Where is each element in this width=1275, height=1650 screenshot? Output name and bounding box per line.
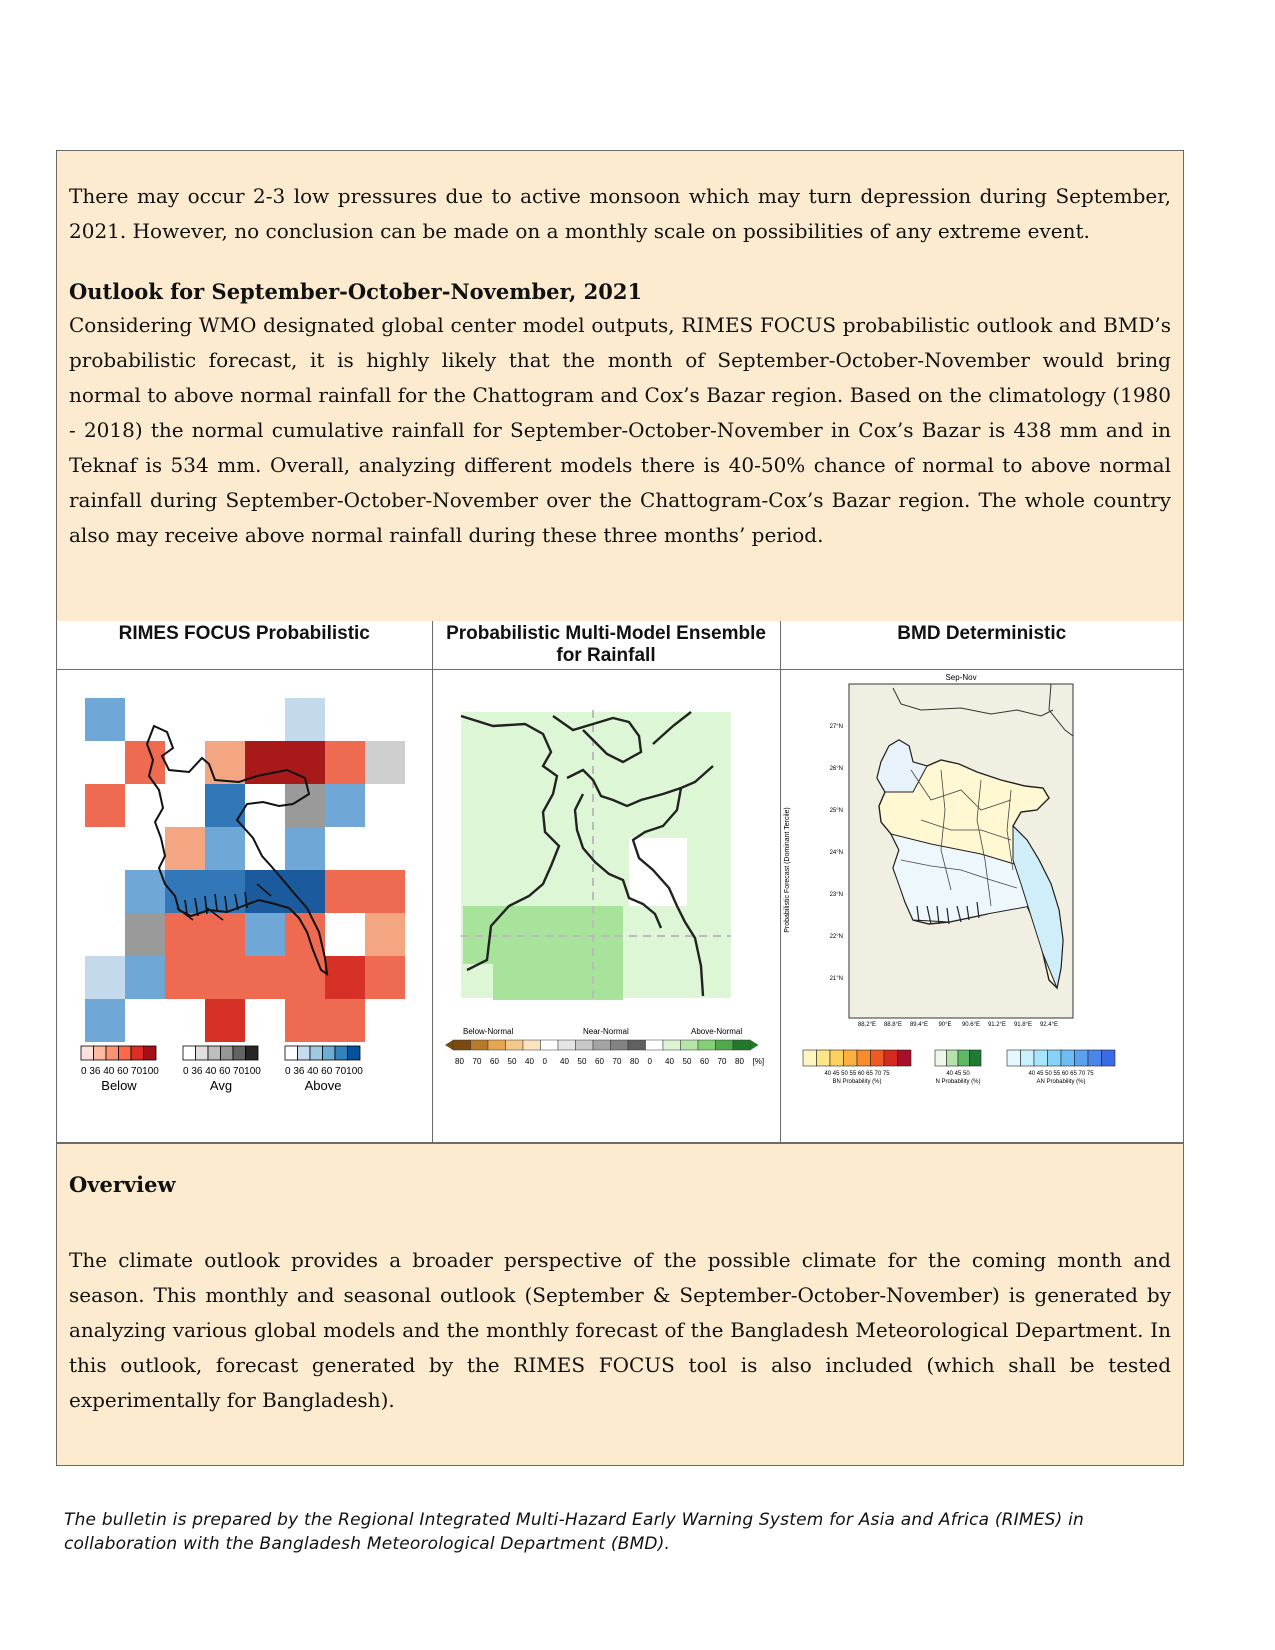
overview-section xyxy=(57,1143,1183,1465)
bmd-legend-swatch xyxy=(1007,1050,1021,1066)
bmd-lat-label: 23°N xyxy=(829,892,843,898)
rimes-grid-cell xyxy=(205,827,245,870)
rimes-legend-swatch xyxy=(221,1046,234,1060)
rimes-legend-swatch xyxy=(310,1046,323,1060)
rimes-grid-cell xyxy=(325,999,365,1042)
bmd-lon-label: 91.8°E xyxy=(1013,1022,1032,1028)
rimes-grid-cell xyxy=(205,741,245,784)
rimes-grid-cell xyxy=(285,999,325,1042)
bmd-legend-swatch xyxy=(1101,1050,1115,1066)
mme-legend-tick: 0 xyxy=(647,1057,652,1066)
mme-legend-tick: 40 xyxy=(559,1057,569,1066)
bmd-lon-label: 90°E xyxy=(937,1022,952,1028)
bmd-lat-label: 21°N xyxy=(829,976,843,982)
rimes-legend-label: Above xyxy=(304,1078,342,1093)
mme-legend-tick: 80 xyxy=(454,1057,464,1066)
bmd-legend-swatch xyxy=(803,1050,817,1066)
mme-legend-swatch xyxy=(715,1040,733,1050)
mme-legend-tick: 50 xyxy=(577,1057,586,1066)
bmd-legend-swatch xyxy=(884,1050,898,1066)
mme-legend-swatch xyxy=(505,1040,523,1050)
bmd-legend-swatch xyxy=(958,1050,970,1066)
rimes-grid-cell xyxy=(245,956,285,999)
rimes-grid-cell xyxy=(85,698,125,741)
rimes-grid-cell xyxy=(365,956,405,999)
rimes-grid-cell xyxy=(285,827,325,870)
bmd-lat-label: 25°N xyxy=(829,808,843,814)
rimes-grid-cell xyxy=(85,784,125,827)
mme-legend-swatch xyxy=(733,1040,751,1050)
rimes-grid-cell xyxy=(205,956,245,999)
mme-legend-swatch xyxy=(558,1040,576,1050)
bmd-map-title: Sep-Nov xyxy=(944,673,977,682)
rimes-focus-map xyxy=(57,670,432,1142)
forecast-maps-table xyxy=(57,621,1183,1143)
bmd-lon-label: 89.4°E xyxy=(909,1022,928,1028)
rimes-grid-cell xyxy=(245,913,285,956)
rimes-legend-swatch xyxy=(335,1046,348,1060)
bmd-legend-swatch xyxy=(1074,1050,1088,1066)
rimes-grid-cell xyxy=(325,741,365,784)
rimes-grid xyxy=(85,698,405,1042)
rimes-grid-cell xyxy=(285,698,325,741)
mme-legend-arrow-left xyxy=(445,1040,453,1050)
bulletin-panel xyxy=(56,150,1184,1466)
mme-legend-tick: 70 xyxy=(717,1057,726,1066)
bmd-map xyxy=(781,670,1184,1142)
rimes-legend-label: Avg xyxy=(209,1078,233,1093)
rimes-grid-cell xyxy=(325,956,365,999)
rimes-grid-cell xyxy=(125,870,165,913)
mme-map xyxy=(433,670,780,1142)
rimes-legend-ticks: 0 36 40 60 70100 xyxy=(81,1066,159,1077)
mme-map-figure xyxy=(433,670,779,1142)
bmd-legend xyxy=(803,1050,1115,1085)
mme-legend-tick: 50 xyxy=(507,1057,516,1066)
bmd-legend-ticks: 40 45 50 55 60 65 70 75 xyxy=(1027,1071,1094,1077)
rimes-legend-ticks: 0 36 40 60 70100 xyxy=(285,1066,363,1077)
overview-paragraph: The climate outlook provides a broader perspective of the possible climate for the coming month and season. This monthly and seasonal outlook (September & September-October-November) is generated by analyzing various global models and the monthly forecast of the Bangladesh Meteorological Department. In this outlook, forecast generated by the RIMES FOCUS tool is also included (which shall be tested experimentally for Bangladesh). xyxy=(69,1248,1171,1412)
bmd-legend-swatch xyxy=(946,1050,958,1066)
rimes-grid-cell xyxy=(125,741,165,784)
bmd-legend-swatch xyxy=(816,1050,830,1066)
mme-legend-swatch xyxy=(610,1040,628,1050)
outlook-section xyxy=(57,151,1183,621)
mme-legend-swatch xyxy=(540,1040,558,1050)
mme-legend-tick: 0 xyxy=(542,1057,547,1066)
bmd-legend-swatch xyxy=(1088,1050,1102,1066)
bmd-lat-label: 22°N xyxy=(829,934,843,940)
bmd-legend-swatch xyxy=(830,1050,844,1066)
mme-legend-swatch xyxy=(663,1040,681,1050)
rimes-grid-cell xyxy=(365,913,405,956)
rimes-legend-label: Below xyxy=(101,1078,137,1093)
rimes-focus-map-figure xyxy=(57,670,430,1142)
bmd-map-figure xyxy=(781,670,1182,1142)
bmd-lon-label: 92.4°E xyxy=(1039,1022,1058,1028)
mme-legend-swatch xyxy=(523,1040,541,1050)
bmd-legend-swatch xyxy=(1061,1050,1075,1066)
mme-legend-swatch xyxy=(645,1040,663,1050)
rimes-legend-swatch xyxy=(119,1046,132,1060)
rimes-grid-cell xyxy=(205,913,245,956)
mme-legend-category: Near-Normal xyxy=(582,1027,629,1036)
bmd-legend-ticks: 40 45 50 xyxy=(945,1071,970,1077)
rimes-legend xyxy=(81,1046,363,1093)
mme-legend-swatch xyxy=(488,1040,506,1050)
mme-legend-category: Below-Normal xyxy=(462,1027,513,1036)
header-rimes-focus: RIMES FOCUS Probabilistic xyxy=(57,621,432,670)
bmd-lat-labels xyxy=(829,724,842,982)
mme-legend-tick: 60 xyxy=(594,1057,604,1066)
mme-legend-arrow-right xyxy=(750,1040,758,1050)
bmd-legend-swatch xyxy=(897,1050,911,1066)
bmd-legend-swatch xyxy=(1020,1050,1034,1066)
mme-legend-tick: 80 xyxy=(629,1057,639,1066)
bmd-lat-label: 24°N xyxy=(829,850,843,856)
rimes-legend-swatch xyxy=(183,1046,196,1060)
outlook-heading: Outlook for September-October-November, 2021 xyxy=(69,279,643,304)
mme-legend-swatch xyxy=(453,1040,471,1050)
mme-legend-tick: 40 xyxy=(524,1057,534,1066)
rimes-legend-swatch xyxy=(208,1046,221,1060)
intro-paragraph: There may occur 2-3 low pressures due to active monsoon which may turn depression during September, 2021. However, no conclusion can be made on a monthly scale on possibilities of any extreme event. xyxy=(69,184,1171,243)
mme-legend xyxy=(445,1027,764,1066)
rimes-grid-cell xyxy=(205,784,245,827)
bmd-legend-swatch xyxy=(969,1050,981,1066)
rimes-legend-swatch xyxy=(246,1046,259,1060)
mme-legend-tick: [%] xyxy=(752,1057,764,1066)
rimes-legend-swatch xyxy=(106,1046,119,1060)
mme-legend-tick: 70 xyxy=(472,1057,481,1066)
outlook-paragraph: Considering WMO designated global center model outputs, RIMES FOCUS probabilistic outlook and BMD’s probabilistic forecast, it is highly likely that the month of September-October-November would bring normal to above normal rainfall for the Chattogram and Cox’s Bazar region. Based on the climatology (1980 - 2018) the normal cumulative rainfall for September-October-November in Cox’s Bazar is 438 mm and in Teknaf is 534 mm. Overall, analyzing different models there is 40-50% chance of normal to above normal rainfall during September-October-November over the Chattogram-Cox’s Bazar region. The whole country also may receive above normal rainfall during these three months’ period. xyxy=(69,313,1171,547)
mme-above-normal-area xyxy=(493,906,623,1000)
bmd-lat-label: 27°N xyxy=(829,724,843,730)
rimes-grid-cell xyxy=(365,741,405,784)
rimes-legend-swatch xyxy=(81,1046,94,1060)
mme-legend-tick: 50 xyxy=(682,1057,691,1066)
rimes-legend-swatch xyxy=(233,1046,246,1060)
bmd-legend-swatch xyxy=(857,1050,871,1066)
mme-legend-swatch xyxy=(698,1040,716,1050)
rimes-grid-cell xyxy=(165,827,205,870)
bmd-lon-label: 88.8°E xyxy=(883,1022,902,1028)
rimes-grid-cell xyxy=(205,999,245,1042)
rimes-grid-cell xyxy=(325,784,365,827)
header-bmd: BMD Deterministic xyxy=(780,621,1183,670)
rimes-grid-cell xyxy=(125,913,165,956)
rimes-legend-swatch xyxy=(298,1046,311,1060)
mme-legend-category: Above-Normal xyxy=(690,1027,742,1036)
mme-no-signal-area xyxy=(629,838,687,906)
mme-legend-swatch xyxy=(575,1040,593,1050)
rimes-grid-cell xyxy=(125,956,165,999)
mme-legend-tick: 80 xyxy=(734,1057,744,1066)
mme-legend-tick: 60 xyxy=(489,1057,499,1066)
rimes-legend-swatch xyxy=(196,1046,209,1060)
rimes-legend-swatch xyxy=(323,1046,336,1060)
footer-note: The bulletin is prepared by the Regional Integrated Multi-Hazard Early Warning System for Asia and Africa (RIMES) in collaboration with the Bangladesh Meteorological Department (BMD). xyxy=(64,1510,1085,1554)
bmd-legend-swatch xyxy=(870,1050,884,1066)
bmd-legend-swatch xyxy=(1034,1050,1048,1066)
mme-legend-tick: 60 xyxy=(699,1057,709,1066)
rimes-grid-cell xyxy=(165,956,205,999)
bmd-legend-swatch xyxy=(1047,1050,1061,1066)
mme-legend-tick: 40 xyxy=(664,1057,674,1066)
rimes-grid-cell xyxy=(285,784,325,827)
mme-legend-tick: 70 xyxy=(612,1057,621,1066)
rimes-legend-swatch xyxy=(131,1046,144,1060)
rimes-grid-cell xyxy=(85,956,125,999)
bmd-legend-ticks: 40 45 50 55 60 65 70 75 xyxy=(823,1071,890,1077)
rimes-legend-swatch xyxy=(144,1046,157,1060)
overview-heading: Overview xyxy=(69,1172,176,1197)
rimes-legend-swatch xyxy=(94,1046,107,1060)
bmd-legend-swatch xyxy=(935,1050,947,1066)
bmd-lat-label: 26°N xyxy=(829,766,843,772)
mme-legend-swatch xyxy=(593,1040,611,1050)
bmd-legend-swatch xyxy=(843,1050,857,1066)
mme-legend-swatch xyxy=(628,1040,646,1050)
rimes-grid-cell xyxy=(165,913,205,956)
header-mme: Probabilistic Multi-Model Ensemble for Rainfall xyxy=(432,621,780,670)
mme-legend-swatch xyxy=(470,1040,488,1050)
mme-legend-swatch xyxy=(680,1040,698,1050)
rimes-grid-cell xyxy=(85,999,125,1042)
rimes-grid-cell xyxy=(365,870,405,913)
rimes-grid-cell xyxy=(325,870,365,913)
bmd-ylabel: Probabilistic Forecast (Dominant Tercile) xyxy=(783,807,791,933)
rimes-legend-ticks: 0 36 40 60 70100 xyxy=(183,1066,261,1077)
rimes-legend-swatch xyxy=(348,1046,361,1060)
bmd-lon-label: 91.2°E xyxy=(987,1022,1006,1028)
bmd-lon-labels xyxy=(857,1022,1057,1028)
bmd-lon-label: 90.6°E xyxy=(961,1022,980,1028)
bmd-legend-caption: N Probability (%) xyxy=(934,1079,981,1085)
bmd-legend-caption: BN Probability (%) xyxy=(831,1079,882,1085)
bmd-lon-label: 88.2°E xyxy=(857,1022,876,1028)
bmd-legend-caption: AN Probability (%) xyxy=(1035,1079,1086,1085)
rimes-legend-swatch xyxy=(285,1046,298,1060)
